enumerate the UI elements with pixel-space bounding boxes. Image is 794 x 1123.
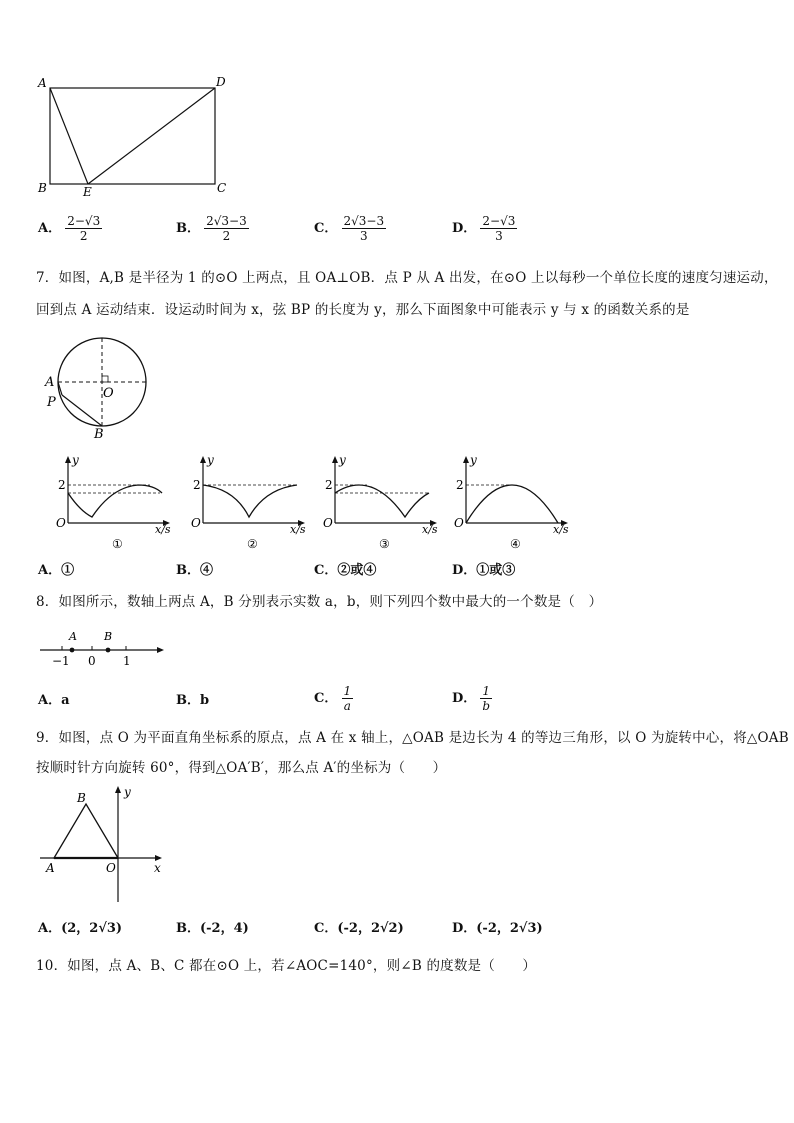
q7-graph-1-y-label: y — [72, 455, 79, 467]
q7-graph-2 — [185, 455, 310, 555]
q8-option-d[interactable]: D． $\frac{1}{b}$ — [452, 684, 491, 713]
q7-graph-4-o: O — [454, 516, 464, 530]
q8-option-a[interactable]: A．a — [38, 693, 70, 708]
q7-graph-2-o: O — [191, 516, 201, 530]
q6-label-b: B — [38, 181, 47, 195]
q9-option-a[interactable]: A．(2，2√3) — [38, 921, 123, 936]
q7-label-b: B — [94, 427, 104, 442]
q6-label-c: C — [217, 181, 227, 195]
q7-graph-2-y-label: y — [207, 455, 214, 467]
q7-graph-3-two: 2 — [325, 478, 333, 492]
q7-graph-3-y-label: y — [339, 455, 346, 467]
q8-point-a — [70, 648, 75, 653]
q6-option-b-fraction: $\frac{2√3-3}{2}$ — [206, 214, 247, 243]
q7-graph-4-curve — [466, 485, 558, 523]
q8-option-d-fraction: $\frac{1}{b}$ — [482, 684, 491, 713]
q9-question-line1: 9．如图，点 O 为平面直角坐标系的原点，点 A 在 x 轴上，△OAB 是边长为 4 的等边三角形，以 O 为旋转中心，将△OAB — [36, 730, 789, 746]
q7-question-line2: 回到点 A 运动结束．设运动时间为 x，弦 BP 的长度为 y，那么下面图象中可能表示 y 与 x 的函数关系的是 — [36, 302, 690, 318]
q7-label-o: O — [103, 386, 114, 401]
q8-option-c-fraction: $\frac{1}{a}$ — [343, 684, 352, 713]
q7-graph-4-y-label: y — [470, 455, 477, 467]
q6-option-c[interactable]: C． $\frac{2√3-3}{3}$ — [314, 214, 385, 243]
q7-graph-1-x-label: x/s — [155, 523, 171, 536]
q9-label-x: x — [154, 861, 161, 875]
q8-label-a: A — [69, 630, 77, 643]
q7-graph-2-x-label: x/s — [290, 523, 306, 536]
q7-option-d[interactable]: D．①或③ — [452, 563, 516, 578]
q6-option-c-fraction: $\frac{2√3-3}{3}$ — [343, 214, 385, 243]
q8-number-line — [36, 628, 171, 670]
q8-question: 8．如图所示，数轴上两点 A，B 分别表示实数 a，b，则下列四个数中最大的一个数是（ ） — [36, 594, 603, 610]
q7-graph-4-number: ④ — [510, 537, 521, 551]
q7-graph-1-curve — [68, 485, 162, 517]
q8-point-b — [106, 648, 111, 653]
q7-graph-1-y-arrow — [65, 456, 71, 463]
q8-option-b[interactable]: B．b — [176, 693, 210, 708]
q6-option-a[interactable]: A． $\frac{2-√3}{2}$ — [38, 214, 101, 243]
q7-graph-4-y-arrow — [463, 456, 469, 463]
q6-option-d-fraction: $\frac{2-√3}{3}$ — [482, 214, 516, 243]
q9-triangle-figure — [36, 782, 171, 907]
q9-label-y: y — [124, 785, 131, 799]
q6-option-a-fraction: $\frac{2-√3}{2}$ — [67, 214, 101, 243]
q9-label-b: B — [77, 791, 86, 805]
q7-label-p: P — [47, 395, 56, 410]
q9-label-a: A — [46, 861, 55, 875]
q6-option-d[interactable]: D． $\frac{2-√3}{3}$ — [452, 214, 516, 243]
q6-segment-de — [88, 88, 215, 184]
q6-label-e: E — [83, 185, 92, 199]
q7-label-a: A — [45, 375, 55, 390]
q7-right-angle-mark — [102, 376, 108, 382]
q9-y-arrow — [115, 786, 121, 793]
q8-axis-arrow — [157, 647, 164, 653]
q9-triangle-oab — [54, 804, 118, 858]
q6-label-d: D — [216, 75, 226, 89]
q7-graph-3-curve — [335, 485, 429, 517]
q7-graph-1-o: O — [56, 516, 66, 530]
q10-question: 10．如图，点 A、B、C 都在⊙O 上，若∠AOC=140°，则∠B 的度数是（ ） — [36, 958, 537, 974]
q8-label-zero: 0 — [88, 654, 96, 668]
q7-graph-1-number: ① — [112, 537, 123, 551]
q7-graph-2-number: ② — [247, 537, 258, 551]
q7-graph-3-x-label: x/s — [422, 523, 438, 536]
q9-option-c[interactable]: C．(-2，2√2) — [314, 921, 404, 936]
q8-label-b: B — [104, 630, 113, 643]
q7-circle-figure — [40, 335, 160, 445]
q8-label-one: 1 — [123, 654, 131, 668]
q7-graph-4 — [448, 455, 573, 555]
q6-segment-ae — [50, 88, 88, 184]
q7-graph-1 — [50, 455, 175, 555]
q7-graph-1-two: 2 — [58, 478, 66, 492]
q7-graph-2-two: 2 — [193, 478, 201, 492]
q6-rectangle-figure — [30, 70, 240, 200]
q7-option-a[interactable]: A．① — [38, 563, 75, 578]
q7-graph-4-x-label: x/s — [553, 523, 569, 536]
q7-option-b[interactable]: B．④ — [176, 563, 213, 578]
q7-option-c[interactable]: C．②或④ — [314, 563, 377, 578]
q8-option-c[interactable]: C． $\frac{1}{a}$ — [314, 684, 352, 713]
q9-option-d[interactable]: D．(-2，2√3) — [452, 921, 543, 936]
q9-option-b[interactable]: B．(-2，4) — [176, 921, 249, 936]
q6-option-b[interactable]: B． $\frac{2√3-3}{2}$ — [176, 214, 247, 243]
q7-graph-3-o: O — [323, 516, 333, 530]
q7-graph-2-curve — [203, 485, 297, 517]
q7-graph-4-two: 2 — [456, 478, 464, 492]
q8-label-minus-one: −1 — [52, 654, 70, 668]
q7-question-line1: 7．如图，A,B 是半径为 1 的⊙O 上两点，且 OA⊥OB．点 P 从 A 出发，在⊙O 上以每秒一个单位长度的速度匀速运动， — [36, 270, 778, 286]
q9-question-line2: 按顺时针方向旋转 60°，得到△OA′B′，那么点 A′的坐标为（ ） — [36, 760, 447, 776]
q7-graph-3 — [317, 455, 442, 555]
q7-graph-2-y-arrow — [200, 456, 206, 463]
q6-rectangle — [50, 88, 215, 184]
q7-graph-3-y-arrow — [332, 456, 338, 463]
q6-label-a: A — [38, 76, 47, 90]
q9-label-o: O — [106, 861, 116, 875]
q7-graph-3-number: ③ — [379, 537, 390, 551]
